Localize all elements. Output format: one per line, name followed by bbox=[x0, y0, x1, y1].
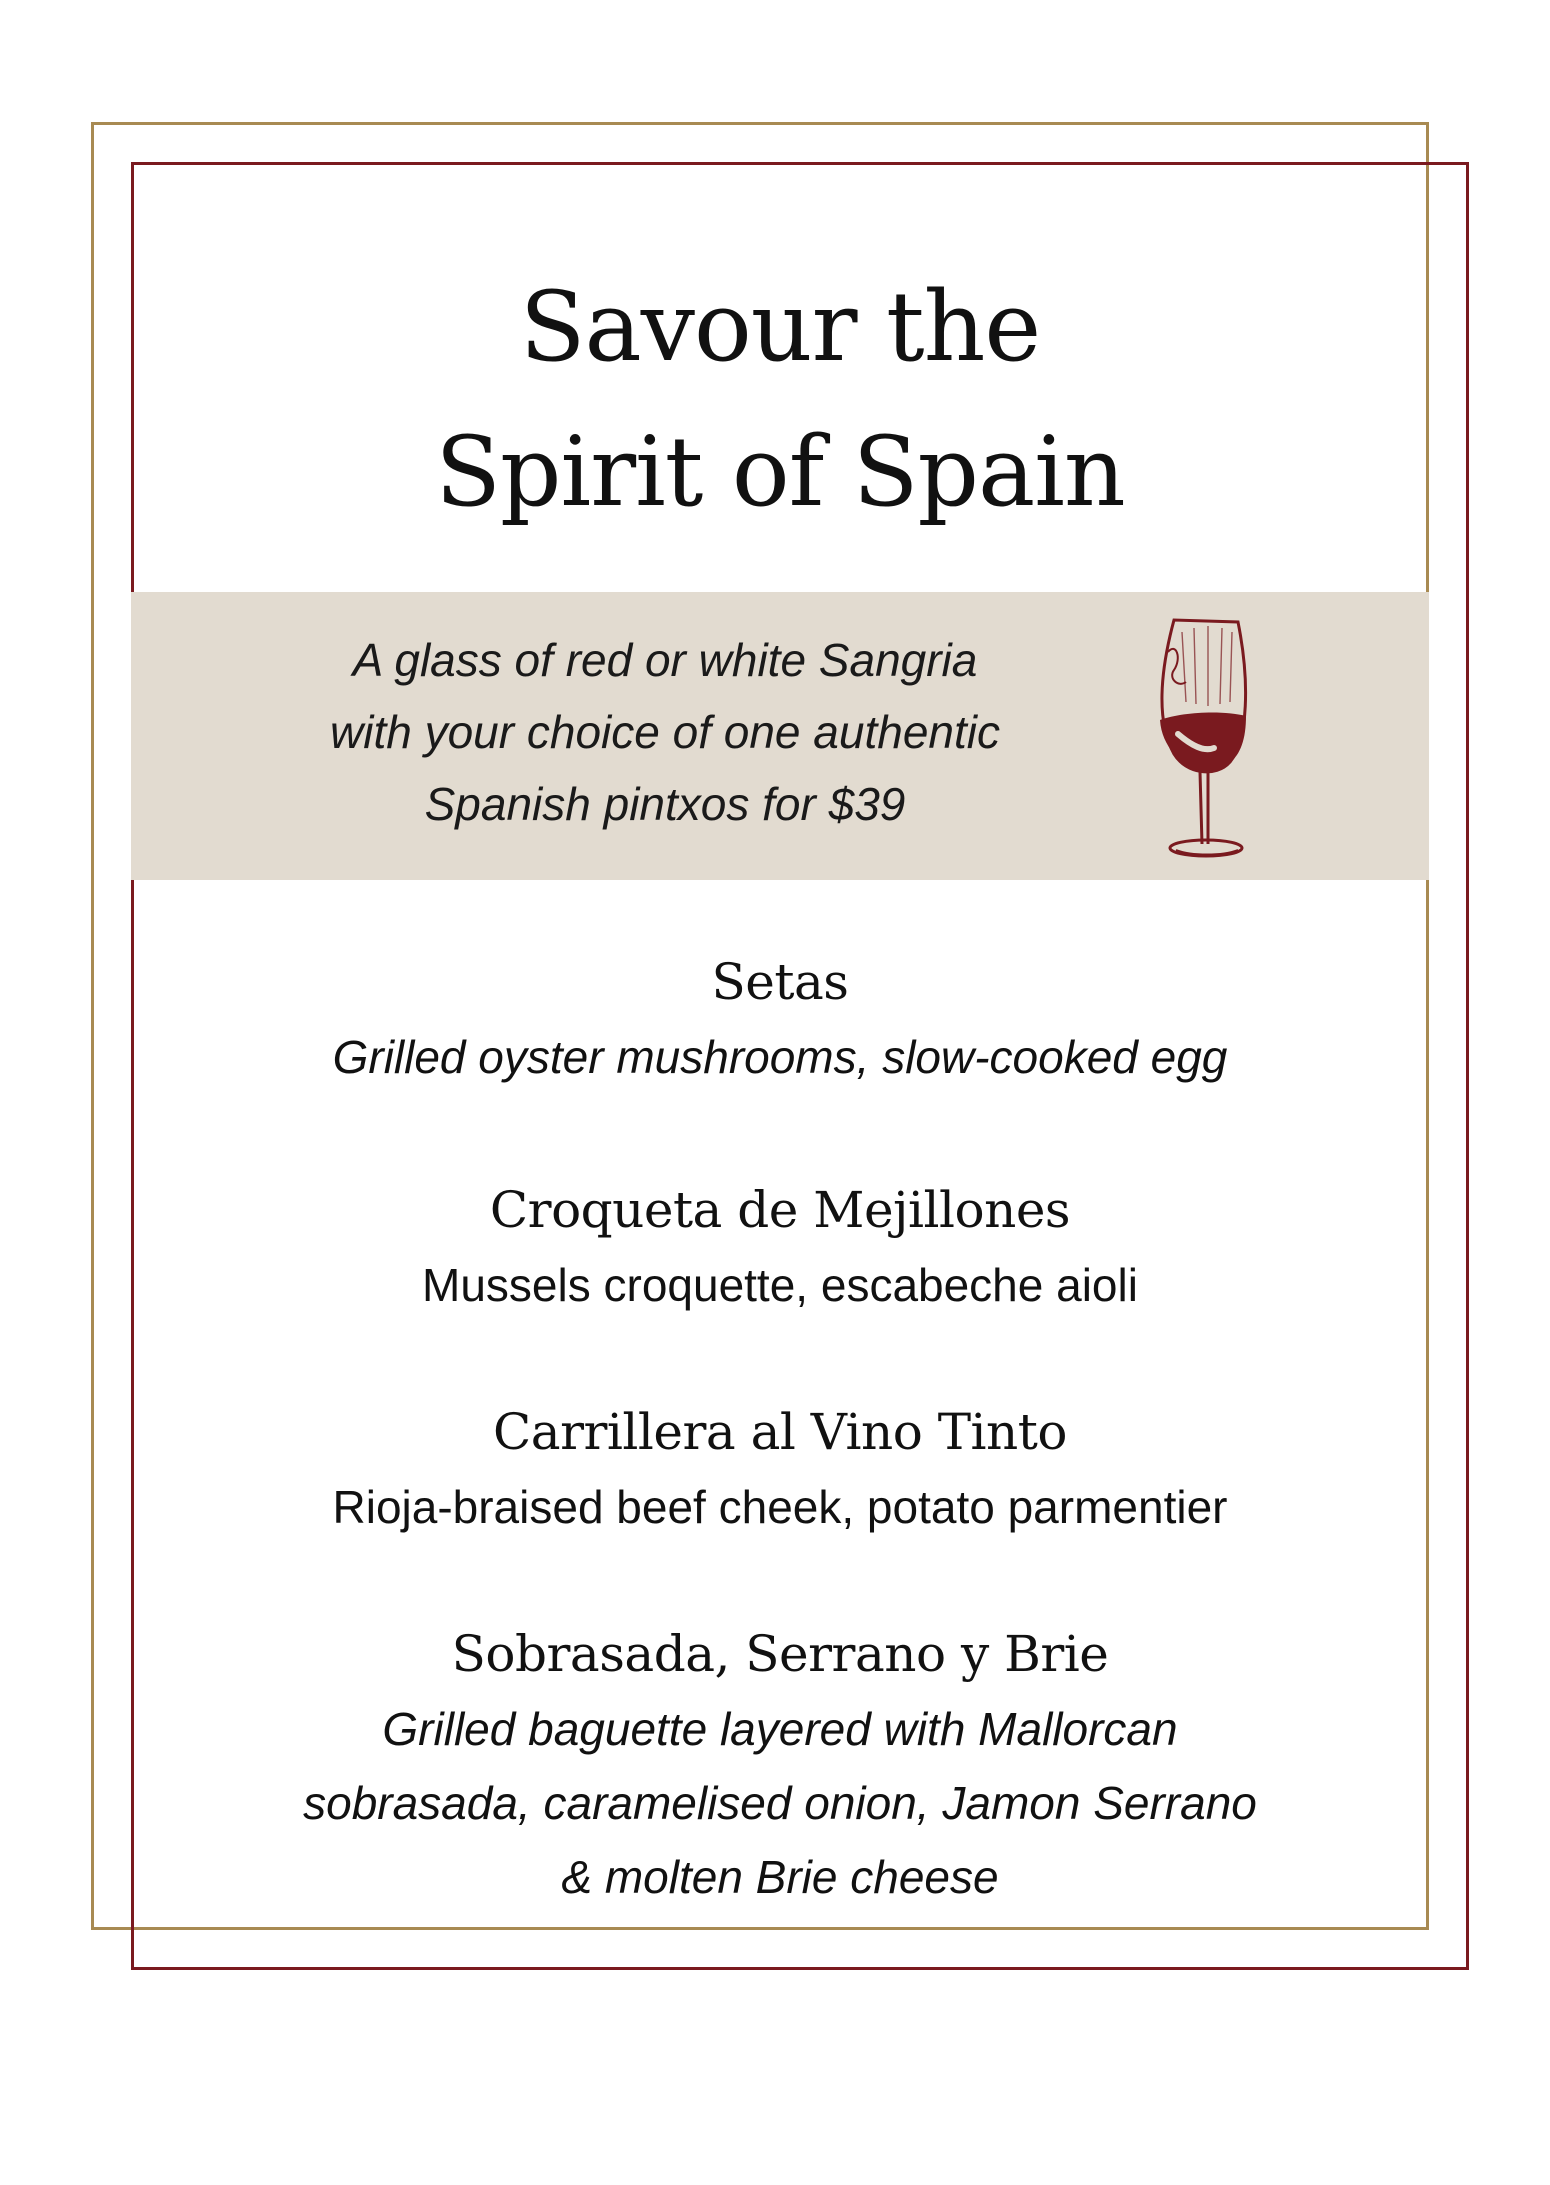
menu-item-name: Setas bbox=[711, 953, 849, 1011]
menu-item-description bbox=[0, 1020, 1550, 1094]
menu-item-name: Croqueta de Mejillones bbox=[489, 1181, 1071, 1239]
description-line: & molten Brie cheese bbox=[561, 1851, 999, 1903]
menu-item bbox=[0, 944, 1550, 1094]
offer-line-3: Spanish pintxos for $39 bbox=[424, 778, 906, 830]
wine-glass-icon bbox=[1152, 612, 1262, 860]
description-line: Rioja-braised beef cheek, potato parmentier bbox=[332, 1481, 1228, 1533]
page-title bbox=[0, 255, 1550, 545]
menu-item-name: Sobrasada, Serrano y Brie bbox=[451, 1625, 1109, 1683]
offer-line-1: A glass of red or white Sangria bbox=[352, 634, 978, 686]
pintxos-menu bbox=[0, 944, 1550, 1986]
description-line: Mussels croquette, escabeche aioli bbox=[422, 1259, 1138, 1311]
menu-item-description bbox=[0, 1692, 1550, 1914]
offer-text bbox=[230, 624, 1100, 840]
description-line: Grilled oyster mushrooms, slow-cooked egg bbox=[332, 1031, 1228, 1083]
menu-item bbox=[0, 1394, 1550, 1544]
offer-line-2: with your choice of one authentic bbox=[330, 706, 1000, 758]
description-line: Grilled baguette layered with Mallorcan bbox=[382, 1703, 1178, 1755]
menu-item bbox=[0, 1616, 1550, 1914]
menu-item-name: Carrillera al Vino Tinto bbox=[493, 1403, 1067, 1461]
description-line: sobrasada, caramelised onion, Jamon Serrano bbox=[303, 1777, 1257, 1829]
title-line-2: Spirit of Spain bbox=[435, 416, 1125, 528]
title-line-1: Savour the bbox=[519, 271, 1041, 383]
menu-item-description bbox=[0, 1470, 1550, 1544]
menu-item bbox=[0, 1172, 1550, 1322]
menu-item-description bbox=[0, 1248, 1550, 1322]
